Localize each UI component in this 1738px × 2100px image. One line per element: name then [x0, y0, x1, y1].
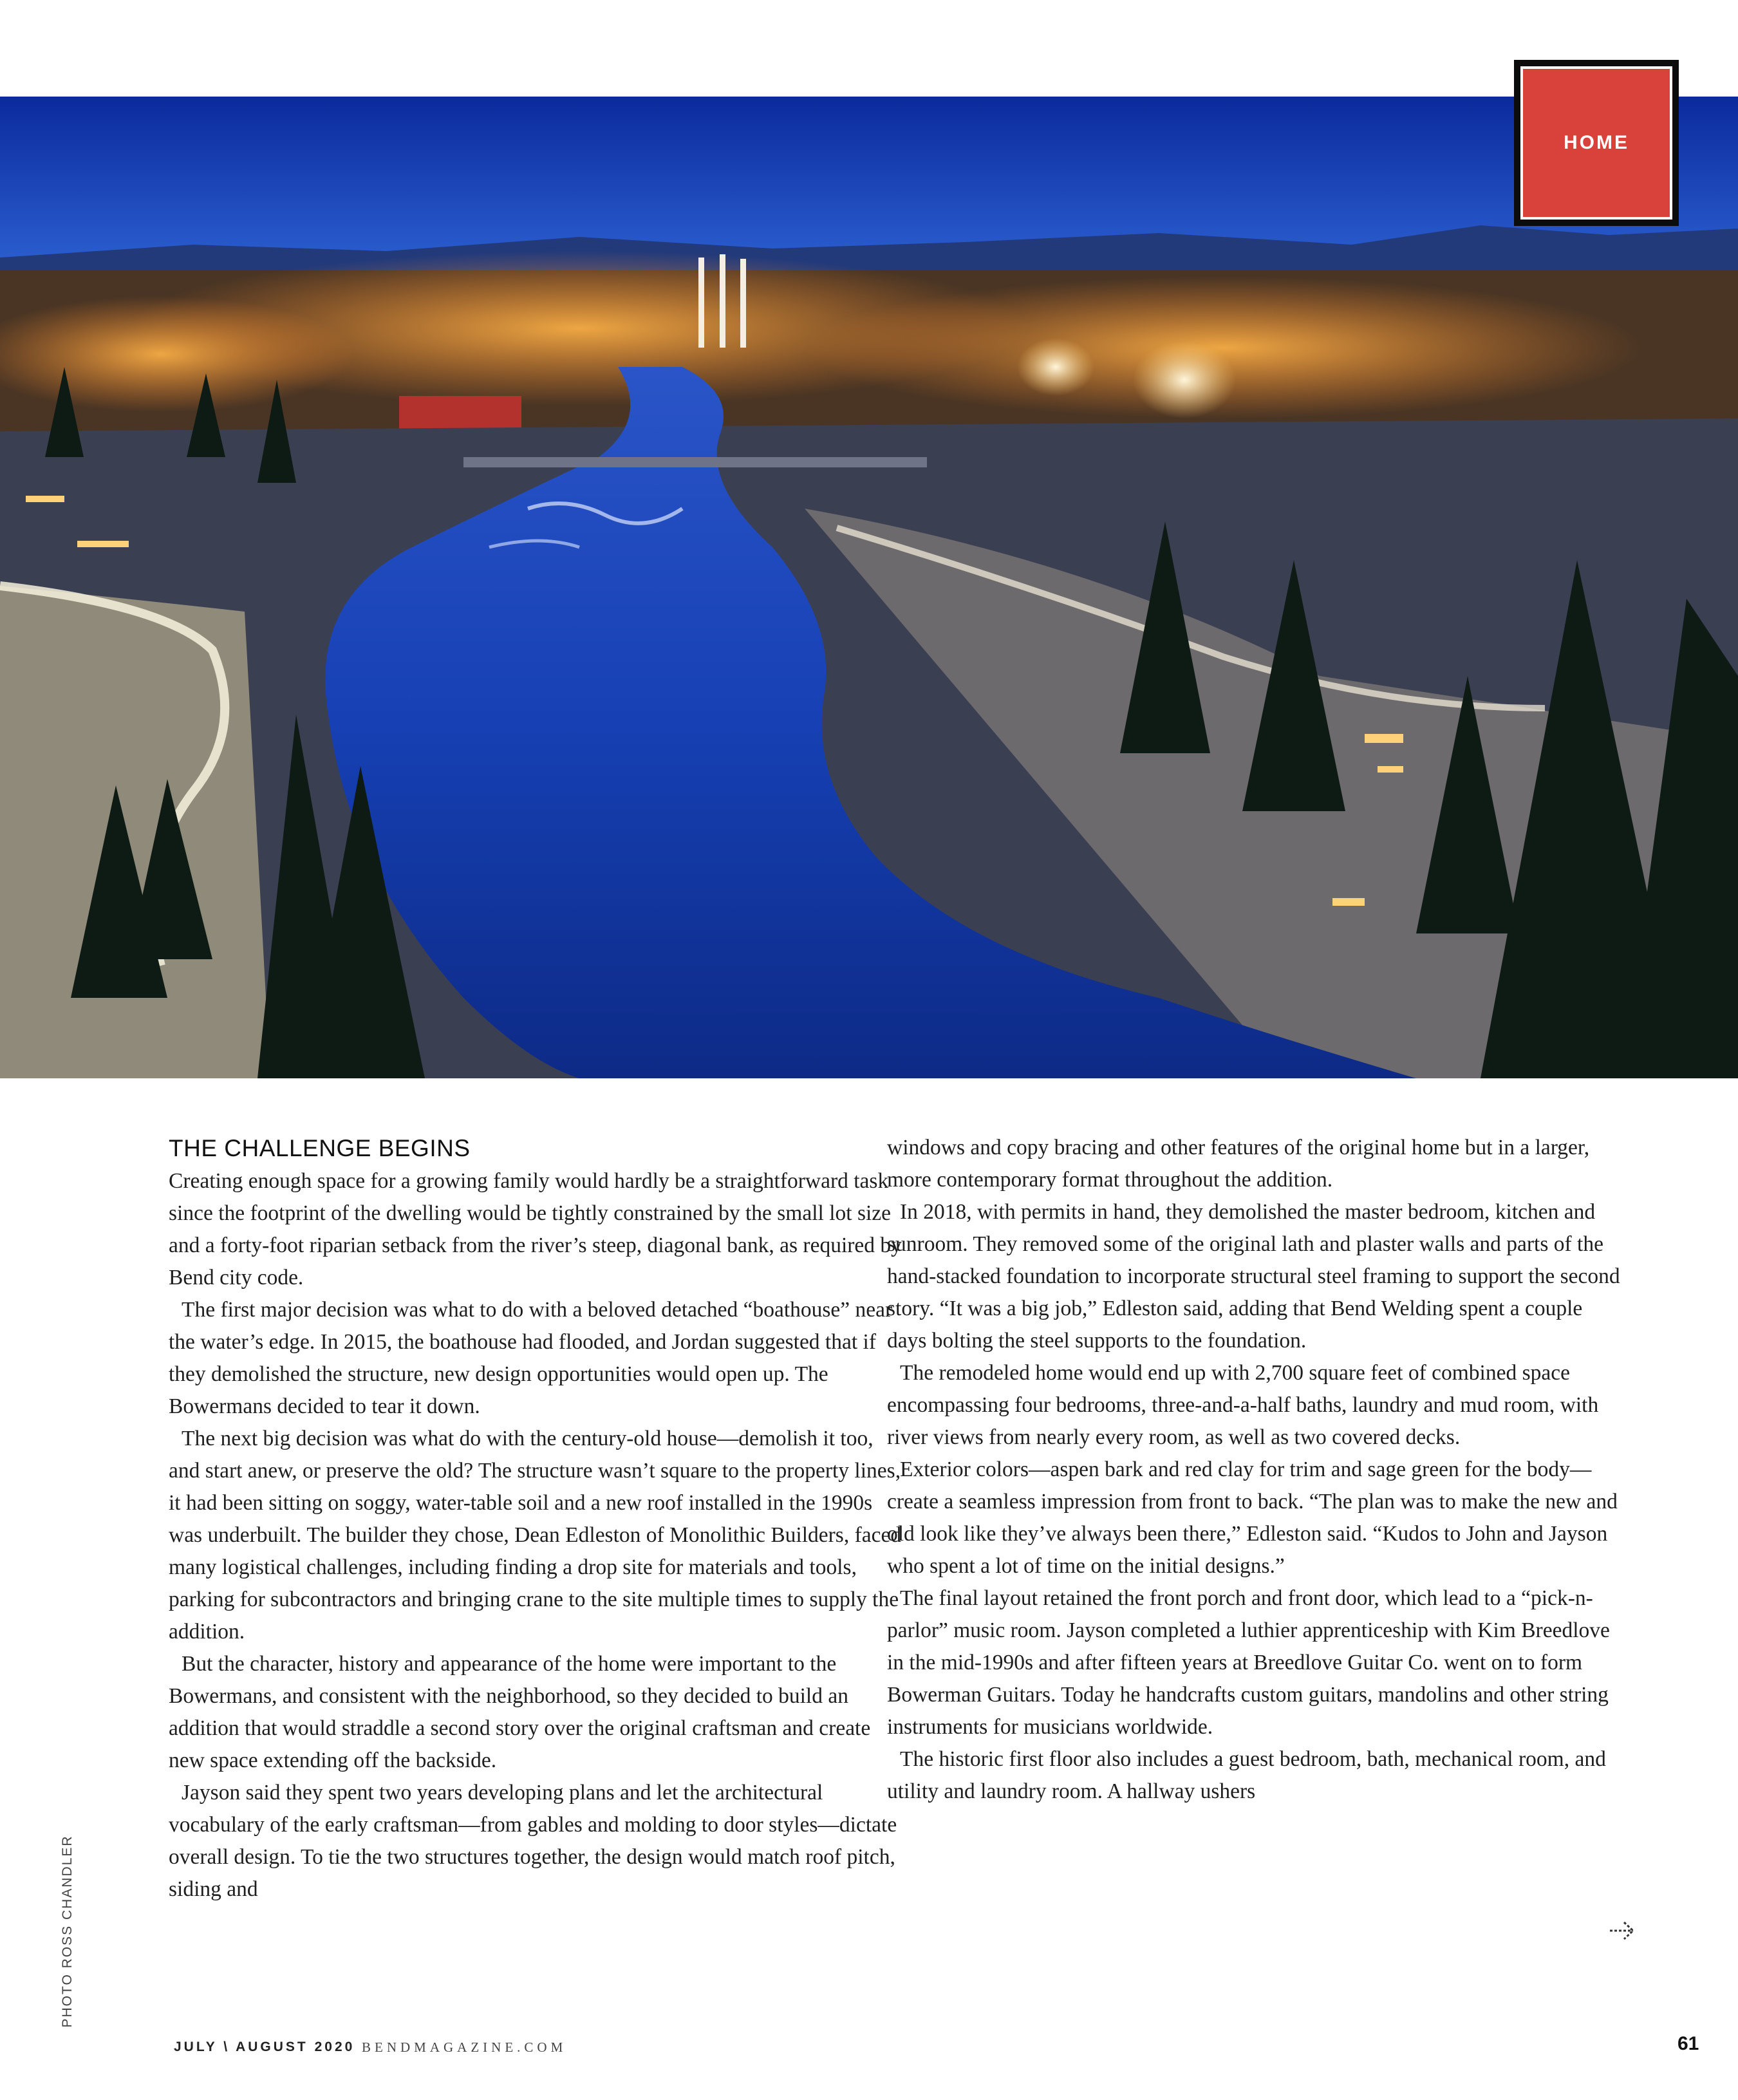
photo-credit: PHOTO ROSS CHANDLER	[60, 1835, 75, 2028]
section-heading: THE CHALLENGE BEGINS	[169, 1135, 471, 1161]
paragraph: The first major decision was what to do with a beloved detached “boathouse” near the water’s edge. In 2015, the boathouse had flooded, and Jordan suggested that if they demolished the structure, new design opportunities would open up. The Bowermans decided to tear it down.	[169, 1298, 893, 1418]
page-number: 61	[1677, 2033, 1699, 2054]
paragraph: In 2018, with permits in hand, they demolished the master bedroom, kitchen and sunroom. They removed some of the original lath and plaster walls and parts of the hand-stacked foundation to incorporate structural steel framing to support the second story. “It was a big job,” Edleston said, adding that Bend Welding spent a couple days bolting the steel supports to the foundation.	[887, 1200, 1620, 1353]
article-column-left	[169, 1132, 902, 1906]
paragraph: Exterior colors—aspen bark and red clay for trim and sage green for the body—create a seamless impression from front to back. “The plan was to make the new and old look like they’ve always been there,” Edleston said. “Kudos to John and Jayson who spent a lot of time on the initial designs.”	[887, 1458, 1618, 1578]
section-tab[interactable]	[1514, 60, 1679, 226]
footer-website[interactable]: BENDMAGAZINE.COM	[362, 2039, 567, 2055]
paragraph: But the character, history and appearance of the home were important to the Bowermans, and consistent with the neighborhood, so they decided to build an addition that would straddle a second story over the original craftsman and create new space extending off the backside.	[169, 1652, 871, 1772]
paragraph: The next big decision was what do with the century-old house—demolish it too, and start anew, or preserve the old? The structure wasn’t square to the property lines, it had been sitting on soggy, water-table soil and a new roof installed in the 1990s was underbuilt. The builder they chose, Dean Edleston of Monolithic Builders, faced many logistical challenges, including finding a drop site for materials and tools, parking for subcontractors and bringing crane to the site multiple times to supply the addition.	[169, 1427, 902, 1644]
hero-photo-illustration	[0, 97, 1738, 1078]
section-tab-label: HOME	[1564, 132, 1629, 153]
paragraph: The final layout retained the front porch and front door, which lead to a “pick-n-parlor” music room. Jayson completed a luthier apprenticeship with Kim Breedlove in the mid-1990s and after fifteen years at Breedlove Guitar Co. went on to form Bowerman Guitars. Today he handcrafts custom guitars, mandolins and other string instruments for musicians worldwide.	[887, 1586, 1610, 1739]
footer-issue-date: JULY \ AUGUST 2020	[174, 2039, 355, 2054]
article-column-right	[887, 1132, 1621, 1808]
hero-photo	[0, 97, 1738, 1078]
section-tab-box	[1520, 66, 1672, 220]
paragraph: Creating enough space for a growing family would hardly be a straightforward task since the footprint of the dwelling would be tightly constrained by the small lot size and a forty-foot riparian setback from the river’s steep, diagonal bank, as required by Bend city code.	[169, 1169, 902, 1289]
paragraph: Jayson said they spent two years developing plans and let the architectural vocabulary of the early craftsman—from gables and molding to door styles—dictate overall design. To tie the two structures together, the design would match roof pitch, siding and	[169, 1781, 897, 1901]
continue-arrow-icon	[1607, 1916, 1637, 1945]
paragraph: windows and copy bracing and other features of the original home but in a larger, more contemporary format throughout the addition.	[887, 1136, 1590, 1192]
paragraph: The remodeled home would end up with 2,700 square feet of combined space encompassing four bedrooms, three-and-a-half baths, laundry and mud room, with river views from nearly every room, as well as two covered decks.	[887, 1361, 1599, 1449]
paragraph: The historic first floor also includes a guest bedroom, bath, mechanical room, and utility and laundry room. A hallway ushers	[887, 1747, 1606, 1803]
